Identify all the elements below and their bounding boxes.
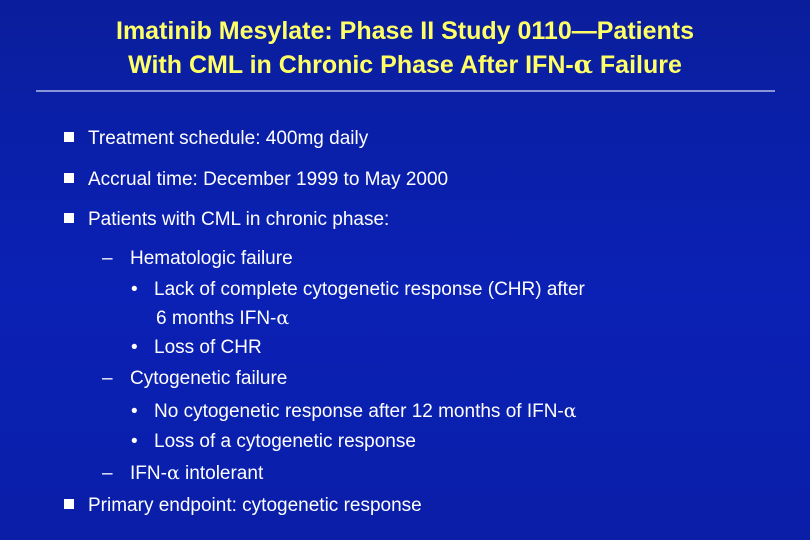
dash-marker: –	[102, 248, 113, 269]
sub-item-text: IFN-	[130, 463, 167, 484]
sub-item-text: Hematologic failure	[130, 248, 293, 269]
alpha-symbol: α	[166, 462, 180, 484]
title-divider	[36, 90, 775, 92]
dot-marker: •	[131, 431, 138, 452]
square-bullet-icon	[64, 173, 74, 183]
bullet-item	[64, 128, 368, 150]
sub-sub-item-continuation	[156, 307, 289, 330]
sub-sub-item	[131, 279, 585, 301]
sub-sub-item	[131, 431, 416, 453]
square-bullet-icon	[64, 132, 74, 142]
title-line-2-suffix: Failure	[592, 51, 682, 79]
sub-sub-item	[131, 400, 577, 423]
sub-sub-item-text: No cytogenetic response after 12 months of IFN-	[154, 401, 564, 422]
sub-sub-item	[131, 337, 262, 359]
alpha-symbol: α	[563, 400, 577, 422]
sub-sub-item-text: Loss of CHR	[154, 337, 262, 358]
alpha-symbol: α	[573, 50, 593, 79]
bullet-item	[64, 169, 448, 191]
dash-marker: –	[102, 368, 113, 389]
sub-item-text: Cytogenetic failure	[130, 368, 288, 389]
bullet-item	[64, 209, 389, 231]
sub-sub-item-text: Loss of a cytogenetic response	[154, 431, 416, 452]
bullet-text: Accrual time: December 1999 to May 2000	[88, 169, 449, 190]
alpha-symbol: α	[276, 307, 290, 329]
sub-item	[102, 248, 293, 270]
dash-marker: –	[102, 463, 113, 484]
sub-item	[102, 368, 287, 390]
bullet-text: Treatment schedule: 400mg daily	[88, 128, 369, 149]
bullet-item	[64, 495, 422, 517]
sub-item	[102, 462, 263, 485]
square-bullet-icon	[64, 499, 74, 509]
dot-marker: •	[131, 337, 138, 358]
continuation-text: 6 months IFN-	[156, 308, 277, 329]
title-line-2-text: With CML in Chronic Phase After IFN-	[128, 51, 574, 79]
slide-title	[20, 14, 790, 82]
title-line-1: Imatinib Mesylate: Phase II Study 0110—Patients	[116, 17, 694, 45]
sub-item-text-suffix: intolerant	[179, 463, 264, 484]
dot-marker: •	[131, 401, 138, 422]
bullet-text: Primary endpoint: cytogenetic response	[88, 495, 422, 516]
sub-sub-item-text: Lack of complete cytogenetic response (CHR) after	[154, 279, 585, 300]
bullet-text: Patients with CML in chronic phase:	[88, 209, 390, 230]
dot-marker: •	[131, 279, 138, 300]
square-bullet-icon	[64, 213, 74, 223]
title-line-2	[20, 48, 790, 82]
